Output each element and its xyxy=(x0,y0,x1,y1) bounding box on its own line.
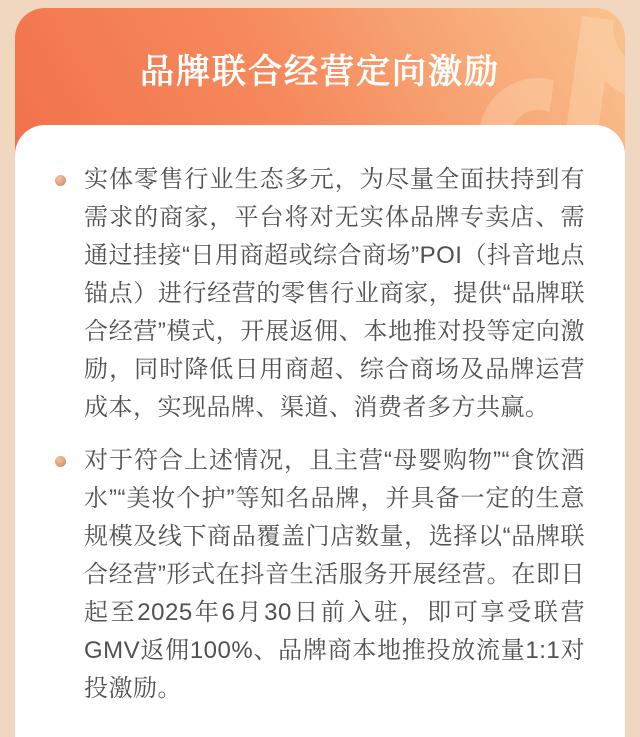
bullet-dot-icon xyxy=(55,175,66,186)
list-item-text: 对于符合上述情况，且主营“母婴购物”“食饮酒水”“美妆个护”等知名品牌，并具备一定的生意规模及线下商品覆盖门店数量，选择以“品牌联合经营”形式在抖音生活服务开展经营。在即日起至2025年6月30日前入驻，即可享受联营GMV返佣100%、品牌商本地推投放流量1:1对投激励。 xyxy=(84,447,585,702)
bullet-list xyxy=(55,161,585,708)
list-item-text: 实体零售行业生态多元，为尽量全面扶持到有需求的商家，平台将对无实体品牌专卖店、需通过挂接“日用商超或综合商场”POI（抖音地点锚点）进行经营的零售行业商家，提供“品牌联合经营”模式，开展返佣、本地推对投等定向激励，同时降低日用商超、综合商场及品牌运营成本，实现品牌、渠道、消费者多方共赢。 xyxy=(84,166,585,421)
page-title: 品牌联合经营定向激励 xyxy=(140,53,500,91)
content-card xyxy=(15,125,625,737)
list-item xyxy=(55,442,585,708)
list-item xyxy=(55,161,585,427)
bullet-dot-icon xyxy=(55,456,66,467)
